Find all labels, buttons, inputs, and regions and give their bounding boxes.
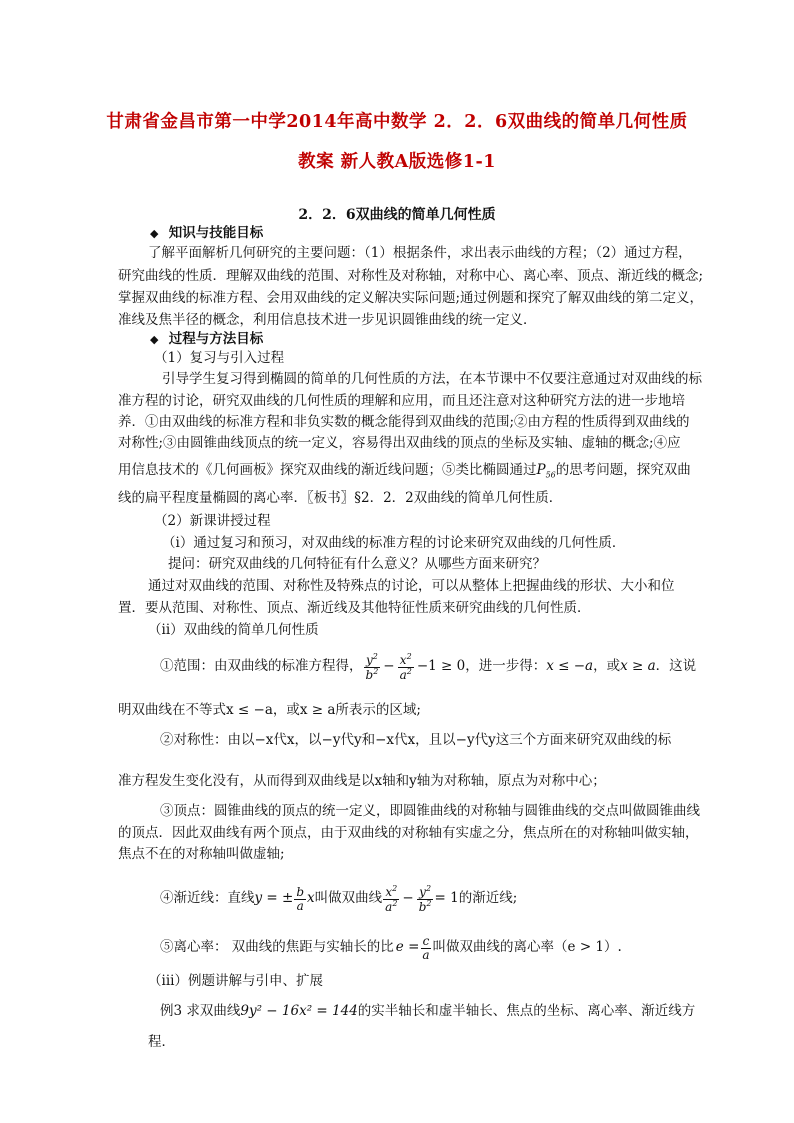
eccentricity-prefix: ⑤离心率： 双曲线的焦距与实轴长的比 <box>160 939 394 956</box>
range-suffix: ．这说 <box>655 658 697 675</box>
vertex-line: ③顶点：圆锥曲线的顶点的统一定义，即圆锥曲线的对称轴与圆锥曲线的交点叫做圆锥曲线 <box>160 803 700 819</box>
symmetry-line1: ②对称性：由以−x代x，以−y代y和−x代x，且以−y代y这三个方面来研究双曲线的标 <box>160 732 672 748</box>
p56-label: P <box>536 462 546 478</box>
p56-subscript: 56 <box>545 470 556 480</box>
range-line2: 明双曲线在不等式x ≤ −a，或x ≥ a所表示的区域; <box>118 702 421 718</box>
review-heading: （1）复习与引入过程 <box>154 350 285 366</box>
example-suffix: 的实半轴长和虚半轴长、焦点的坐标、离心率、渐近线方 <box>357 1003 696 1019</box>
range-line1: ①范围：由双曲线的标准方程得， $\frac{y^2}{b^2}$ − $\frac{x^2}{a^2}$ −1 ≥ 0 ，进一步得： x ≤ −a ，或 x ≥ a ．这说 <box>160 652 697 682</box>
range-prefix: ①范围：由双曲线的标准方程得， <box>160 658 363 675</box>
asymptote-line: ④渐近线：直线 y = ± $\frac{b}{a}$ x 叫做双曲线 $\frac{x^2}{a^2}$ − $\frac{y^2}{b^2}$ = 1 的渐近线; <box>160 884 518 914</box>
goal2-heading: 过程与方法目标 <box>168 331 264 347</box>
review-line-p56 <box>118 464 691 480</box>
asymptote-middle: 叫做双曲线 <box>314 890 383 907</box>
goal1-heading-row <box>150 227 263 241</box>
eccentricity-suffix: 叫做双曲线的离心率（e > 1）. <box>432 939 622 956</box>
discuss-line: 置．要从范围、对称性、顶点、渐近线及其他特征性质来研究曲线的几何性质． <box>118 600 591 616</box>
example-prefix: 例3 求双曲线 <box>160 1003 241 1019</box>
goal1-line: 准线及焦半径的概念，利用信息技术进一步见识圆锥曲线的统一定义． <box>118 312 537 328</box>
document-title-line1: 甘肃省金昌市第一中学2014年高中数学 2．2．6双曲线的简单几何性质 <box>106 112 688 132</box>
review-line: 对称性;③由圆锥曲线顶点的统一定义，容易得出双曲线的顶点的坐标及实轴、虚轴的概念;④应 <box>118 435 681 451</box>
diamond-bullet-icon: ◆ <box>150 227 159 240</box>
review-line: 养．①由双曲线的标准方程和非负实数的概念能得到双曲线的范围;②由方程的性质得到双曲线的 <box>118 414 690 430</box>
fraction-y2-b2: $\frac{y^2}{b^2}$ <box>418 884 432 914</box>
fraction-x2-a2: $\frac{x^2}{a^2}$ <box>385 884 398 914</box>
ii-heading: （ii）双曲线的简单几何性质 <box>148 622 319 638</box>
review-line-part: 用信息技术的《几何画板》探究双曲线的渐近线问题；⑤类比椭圆通过 <box>118 462 537 478</box>
goal1-line: 了解平面解析几何研究的主要问题：（1）根据条件，求出表示曲线的方程；（2）通过方程， <box>148 245 692 261</box>
section-title: 2．2．6双曲线的简单几何性质 <box>298 207 496 223</box>
fraction-y2-b2: $\frac{y^2}{b^2}$ <box>365 652 379 682</box>
review-line: 线的扁平程度量椭圆的离心率．〖板书〗§2．2．2双曲线的简单几何性质． <box>118 490 563 506</box>
fraction-b-a: $\frac{b}{a}$ <box>296 885 305 913</box>
fraction-c-a: $\frac{c}{a}$ <box>422 934 430 962</box>
example-equation: 9y² − 16x² = 144 <box>240 1003 358 1019</box>
example-line2: 程． <box>148 1034 175 1050</box>
review-line-part: 的思考问题，探究双曲 <box>555 462 691 478</box>
new-heading: （2）新课讲授过程 <box>154 513 271 529</box>
goal1-line: 研究曲线的性质．理解双曲线的范围、对称性及对称轴，对称中心、离心率、顶点、渐近线的概念; <box>118 268 704 284</box>
review-line: 引导学生复习得到椭圆的简单的几何性质的方法，在本节课中不仅要注意通过对双曲线的标 <box>162 371 702 387</box>
eccentricity-line: ⑤离心率： 双曲线的焦距与实轴长的比 e = $\frac{c}{a}$ 叫做双曲线的离心率（e > 1）. <box>160 934 622 962</box>
asymptote-suffix: 的渐近线; <box>458 890 518 907</box>
document-title-line2: 教案 新人教A版选修1-1 <box>298 152 496 172</box>
iii-heading: （iii）例题讲解与引申、扩展 <box>148 973 323 989</box>
discuss-line: 通过对双曲线的范围、对称性及特殊点的讨论，可以从整体上把握曲线的形状、大小和位 <box>148 578 675 594</box>
p56-symbol <box>537 462 556 478</box>
symmetry-line2: 准方程发生变化没有，从而得到双曲线是以x轴和y轴为对称轴，原点为对称中心； <box>118 773 606 789</box>
new-i: （i）通过复习和预习，对双曲线的标准方程的讨论来研究双曲线的几何性质． <box>162 535 626 551</box>
fraction-x2-a2: $\frac{x^2}{a^2}$ <box>399 652 412 682</box>
example-line1 <box>160 1005 695 1019</box>
goal2-heading-row <box>150 333 263 347</box>
goal1-heading: 知识与技能目标 <box>168 225 264 241</box>
asymptote-prefix: ④渐近线：直线 <box>160 890 255 907</box>
question: 提问：研究双曲线的几何特征有什么意义？从哪些方面来研究？ <box>168 556 546 572</box>
review-line: 准方程的讨论，研究双曲线的几何性质的理解和应用，而且还注意对这种研究方法的进一步地培 <box>118 393 685 409</box>
range-middle: ，进一步得： <box>465 658 547 675</box>
goal1-line: 掌握双曲线的标准方程、会用双曲线的定义解决实际问题;通过例题和探究了解双曲线的第二定义， <box>118 290 704 306</box>
vertex-line: 的顶点．因此双曲线有两个顶点，由于双曲线的对称轴有实虚之分，焦点所在的对称轴叫做实轴， <box>118 825 699 841</box>
diamond-bullet-icon: ◆ <box>150 333 159 346</box>
vertex-line: 焦点不在的对称轴叫做虚轴; <box>118 846 285 862</box>
